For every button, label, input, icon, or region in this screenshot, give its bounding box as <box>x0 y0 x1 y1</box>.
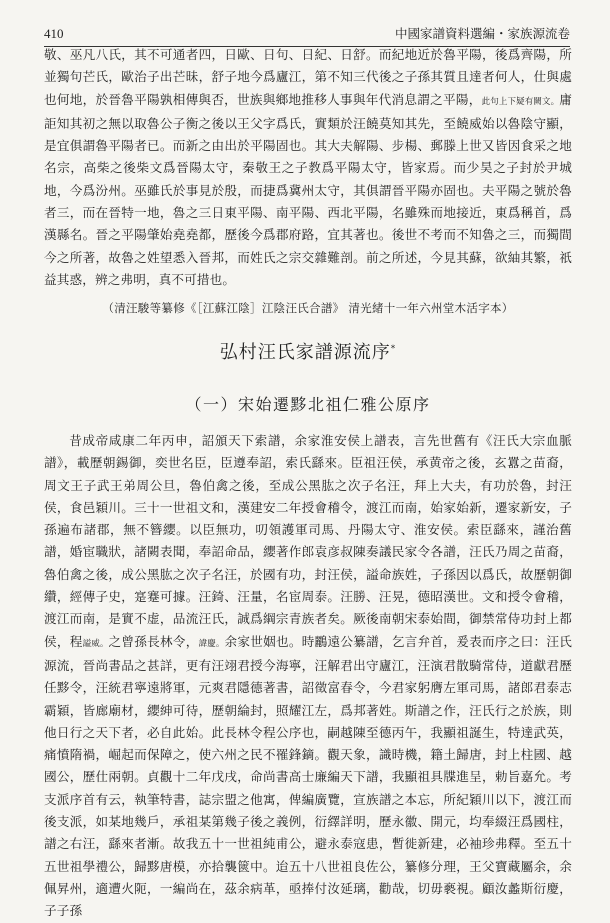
main-text-a: 昔成帝咸康二年丙申，詔頒天下索譜，余家淮安侯上譜表，言先世舊有《汪氏大宗血脈譜》，載歷朝錫御，奕世名臣，臣遵奉詔，索氏繇來。臣祖汪侯，承黄帝之後，玄囂之苗裔，周文王子武王弟周公旦，魯伯禽之後，至成公黑肱之次子名汪，拜上大夫，有功於魯，封汪侯，食邑穎川。三十一世祖文和，漢建安二年授會稽令，渡江而南，始家始新，遷家新安，子孫遍布諸郡，無不簪纓。以臣無功，叨領護軍司馬、丹陽太守、淮安侯。索臣繇來，謹治舊譜，婚宦職狀，諸闕表聞，奉詔命品，纓著作郎袁彦叔陳奏議民家令各譜，汪氏乃周之苗裔，魯伯禽之後，成公黑肱之次子名汪，於國有功，封汪侯，謚命族姓，子孫因以爲氏，故歷朝御纘，經傳子史，寔蹇可據。汪錡、汪量，名宦周泰。汪勝、汪晃，德昭漢世。文和授令會稽，渡江而南，是實不虚，品流汪氏，誠爲綱宗青族者矣。厥後南朝宋泰始間，御禁常侍功封上都侯，程 <box>44 433 572 649</box>
running-title: 中國家譜資料選編・家族源流卷 <box>394 26 570 41</box>
main-text-c: 余家世姻也。時鸝遠公纂譜，乞言弁首，爰表而序之曰：汪氏源流，晉尚書品之甚詳，更有汪翊君授今海寧，汪解君出守廬江，汪演君散騎常侍，道獻君歷任黟令，汪統君寧遠將軍，元爽君隱德著書，詔徵富春令，今君家躬膺左軍司馬，諸郎君泰志霸穎，皆廊廟材，纓紳可待，歷朝綸封，照耀江左，爲邦著姓。斯譜之作，汪氏行之於族，則他日行之天下者，必自此始。此長林令程公序也，嗣越陳至德丙午，我顯祖誕生，特達武英，痛憤隋禍，崛起而保障之，使六州之民不罹鋒鏑。觀天象，識時機，籍土歸唐，封上柱國、越國公，歷仕兩朝。貞觀十二年戊戌，命尚書高士廉編天下譜，我顯祖具牒進呈，勅旨嘉允。考支派序首有云，執筆特書，誌宗盟之他寓，俾編廣覽，宣族譜之本忘，所紀穎川以下，渡江而後支派，如某地幾戶，承祖某第幾子後之義例，衍繹詳明，歷永徽、開元，均奉綴汪爲國柱，譜之右汪，繇來者漸。故我五十一世祖純甫公，避永泰寇患，暫徙新建，必袖珍弗釋。至五十五世祖學禮公，歸黟唐模，亦拾襲篋中。迨五十八世祖良佐公，纂修分理，王父寶藏屬余，余佩昇州，適遭火阨，一編尚在，茲余病革，亟捧付汝延璃，勸哉，切毋褻視。顧汝蠡斯衍慶，子子孫 <box>44 633 572 919</box>
top-paragraph-text-b: 庸詎知其初之無以取魯公子衡之後以王父字爲氏，實類於汪饒莫知其先，至饒威始以魯陰守顯，是宜俱謂魯平陽者已。而新之由出於平陽固也。其大夫解陽、步楊、郵滕上世又皆因食采之地名宗，高柴之後柴文爲晉陽太守，秦敬王之子教爲平陽太守，皆家焉。而少昊之子封於尹城地，今爲汾州。巫雖氏於事見於殷，而捷爲冀州太守，其俱謂晉平陽亦固也。夫平陽之號於魯者三，而在晉特一地，魯之三日東平陽、南平陽、西北平陽，名雖殊而地接近，東爲稱首，爲漢縣名。晉之平陽肇始堯堯都，歷後今爲郡府路，宜其著也。後世不考而不知魯之三，而獨間今之所著，故魯之姓望悉入晉邦，而姓氏之宗交雜難剖。前之所述，今見其蘇，欲紬其繁，祇益其惑，辨之弗明，真不可措也。 <box>44 91 572 287</box>
page-number: 410 <box>44 26 64 41</box>
main-note-a: 謚威。 <box>82 638 109 649</box>
source-citation: （清汪駿等纂修《［江蘇江陰］江陰汪氏合譜》 清光緒十一年六州堂木活字本） <box>102 301 514 315</box>
top-paragraph <box>44 44 572 291</box>
top-paragraph-note: 此句上下疑有闕文。 <box>481 96 560 107</box>
top-paragraph-text-a: 敬、巫凡八氏，其不可通者四，日歐、日句、日紀、日舒。而紀地近於魯平陽，後爲齊陽，所並獨句芒氏，歐治子出芒昧，舒子地今爲廬江，第不知三代後之子孫其質且達者何人，仕與處也何地，於晉魯平陽孰相傳與否，世族與鄉地推移人事與年代消息謂之平陽， <box>44 47 572 107</box>
section-title-footnote-mark: * <box>390 344 397 354</box>
section-title-text: 弘村汪氏家譜源流序 <box>219 342 391 363</box>
main-text-b: 之曾孫長林令， <box>108 633 199 649</box>
section-title <box>44 338 572 364</box>
sub-title: （一）宋始遷黟北祖仁雅公原序 <box>185 395 431 414</box>
main-note-b: 諱慶。 <box>198 638 225 649</box>
main-paragraph <box>44 430 572 923</box>
running-header <box>44 16 570 47</box>
